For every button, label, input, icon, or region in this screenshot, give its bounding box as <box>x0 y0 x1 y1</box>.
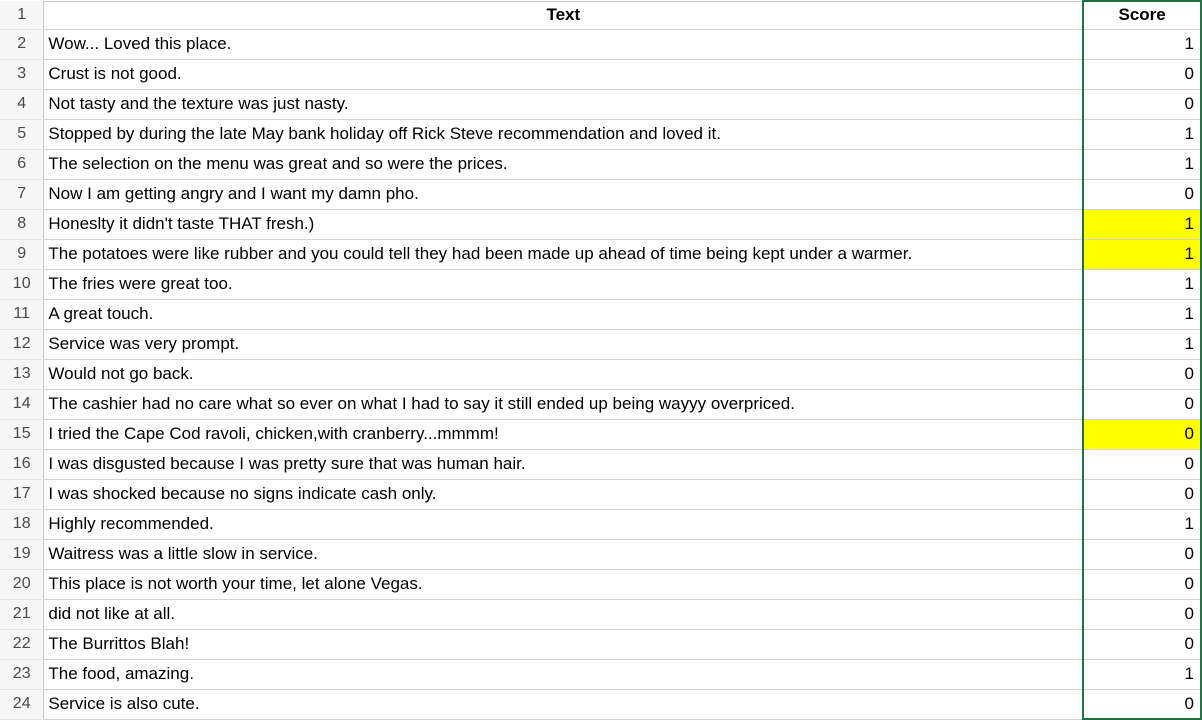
text-cell[interactable]: The selection on the menu was great and so were the prices. <box>44 149 1083 179</box>
score-cell[interactable]: 0 <box>1083 449 1201 479</box>
score-cell[interactable]: 1 <box>1083 269 1201 299</box>
table-row <box>0 209 1201 239</box>
text-cell[interactable]: I tried the Cape Cod ravoli, chicken,with cranberry...mmmm! <box>44 419 1083 449</box>
table-row <box>0 329 1201 359</box>
table-row <box>0 119 1201 149</box>
score-cell[interactable]: 0 <box>1083 479 1201 509</box>
row-number[interactable]: 23 <box>0 659 44 689</box>
text-cell[interactable]: This place is not worth your time, let alone Vegas. <box>44 569 1083 599</box>
text-cell[interactable]: Crust is not good. <box>44 59 1083 89</box>
text-cell[interactable]: I was disgusted because I was pretty sure that was human hair. <box>44 449 1083 479</box>
table-row <box>0 179 1201 209</box>
table-row <box>0 299 1201 329</box>
score-cell[interactable]: 0 <box>1083 89 1201 119</box>
text-cell[interactable]: Wow... Loved this place. <box>44 29 1083 59</box>
table-row <box>0 239 1201 269</box>
text-cell[interactable]: The potatoes were like rubber and you could tell they had been made up ahead of time being kept under a warmer. <box>44 239 1083 269</box>
text-cell[interactable]: The cashier had no care what so ever on what I had to say it still ended up being wayyy overpriced. <box>44 389 1083 419</box>
row-number[interactable]: 13 <box>0 359 44 389</box>
row-number[interactable]: 8 <box>0 209 44 239</box>
table-row <box>0 389 1201 419</box>
table-row <box>0 569 1201 599</box>
text-cell[interactable]: Now I am getting angry and I want my damn pho. <box>44 179 1083 209</box>
score-cell[interactable]: 0 <box>1083 629 1201 659</box>
score-cell[interactable]: 0 <box>1083 359 1201 389</box>
row-number[interactable]: 21 <box>0 599 44 629</box>
header-row <box>0 1 1201 29</box>
text-cell[interactable]: Waitress was a little slow in service. <box>44 539 1083 569</box>
score-cell[interactable]: 0 <box>1083 599 1201 629</box>
row-number[interactable]: 10 <box>0 269 44 299</box>
table-row <box>0 599 1201 629</box>
text-cell[interactable]: The Burrittos Blah! <box>44 629 1083 659</box>
table-row <box>0 359 1201 389</box>
row-number[interactable]: 3 <box>0 59 44 89</box>
score-cell[interactable]: 1 <box>1083 149 1201 179</box>
row-number[interactable]: 17 <box>0 479 44 509</box>
table-row <box>0 269 1201 299</box>
text-cell[interactable]: Service is also cute. <box>44 689 1083 719</box>
row-number[interactable]: 5 <box>0 119 44 149</box>
score-cell[interactable]: 0 <box>1083 179 1201 209</box>
row-number[interactable]: 4 <box>0 89 44 119</box>
table-row <box>0 449 1201 479</box>
text-cell[interactable]: Honeslty it didn't taste THAT fresh.) <box>44 209 1083 239</box>
row-number[interactable]: 12 <box>0 329 44 359</box>
score-cell[interactable]: 1 <box>1083 329 1201 359</box>
row-number[interactable]: 14 <box>0 389 44 419</box>
text-cell[interactable]: Highly recommended. <box>44 509 1083 539</box>
table-row <box>0 149 1201 179</box>
row-number[interactable]: 6 <box>0 149 44 179</box>
score-cell[interactable]: 1 <box>1083 209 1201 239</box>
score-cell[interactable]: 1 <box>1083 509 1201 539</box>
table-row <box>0 629 1201 659</box>
table-row <box>0 659 1201 689</box>
score-cell[interactable]: 0 <box>1083 689 1201 719</box>
row-number[interactable]: 22 <box>0 629 44 659</box>
score-cell[interactable]: 1 <box>1083 659 1201 689</box>
score-cell[interactable]: 0 <box>1083 59 1201 89</box>
score-cell[interactable]: 1 <box>1083 239 1201 269</box>
text-cell[interactable]: Would not go back. <box>44 359 1083 389</box>
text-cell[interactable]: did not like at all. <box>44 599 1083 629</box>
table-body <box>0 1 1201 719</box>
score-cell[interactable]: 1 <box>1083 299 1201 329</box>
table-row <box>0 479 1201 509</box>
text-column-header[interactable]: Text <box>44 1 1083 29</box>
table-row <box>0 29 1201 59</box>
text-cell[interactable]: The food, amazing. <box>44 659 1083 689</box>
text-cell[interactable]: The fries were great too. <box>44 269 1083 299</box>
row-number[interactable]: 15 <box>0 419 44 449</box>
table-row <box>0 89 1201 119</box>
text-cell[interactable]: A great touch. <box>44 299 1083 329</box>
table-row <box>0 689 1201 719</box>
text-cell[interactable]: Service was very prompt. <box>44 329 1083 359</box>
score-cell[interactable]: 0 <box>1083 569 1201 599</box>
row-number[interactable]: 20 <box>0 569 44 599</box>
row-number[interactable]: 11 <box>0 299 44 329</box>
row-number[interactable]: 1 <box>0 1 44 29</box>
row-number[interactable]: 2 <box>0 29 44 59</box>
table-row <box>0 509 1201 539</box>
score-cell[interactable]: 0 <box>1083 389 1201 419</box>
score-cell[interactable]: 1 <box>1083 119 1201 149</box>
row-number[interactable]: 9 <box>0 239 44 269</box>
text-cell[interactable]: Stopped by during the late May bank holiday off Rick Steve recommendation and loved it. <box>44 119 1083 149</box>
row-number[interactable]: 7 <box>0 179 44 209</box>
row-number[interactable]: 18 <box>0 509 44 539</box>
table-row <box>0 419 1201 449</box>
score-cell[interactable]: 0 <box>1083 539 1201 569</box>
text-cell[interactable]: I was shocked because no signs indicate cash only. <box>44 479 1083 509</box>
table-row <box>0 59 1201 89</box>
score-cell[interactable]: 1 <box>1083 29 1201 59</box>
row-number[interactable]: 16 <box>0 449 44 479</box>
score-cell[interactable]: 0 <box>1083 419 1201 449</box>
text-cell[interactable]: Not tasty and the texture was just nasty. <box>44 89 1083 119</box>
row-number[interactable]: 19 <box>0 539 44 569</box>
score-column-header[interactable]: Score <box>1083 1 1201 29</box>
row-number[interactable]: 24 <box>0 689 44 719</box>
table-row <box>0 539 1201 569</box>
